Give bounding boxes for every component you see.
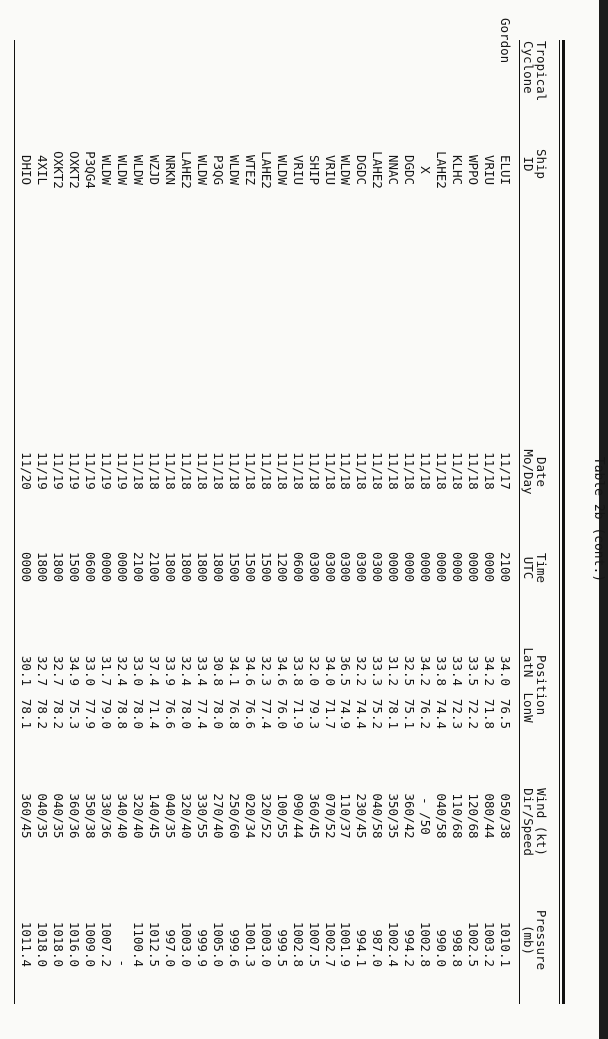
cell-ship-id: WLDW: [338, 154, 354, 186]
cell-ship-id: SHIP: [306, 154, 322, 186]
cell-pressure: 998.8: [450, 929, 466, 967]
cell-ship-id: OXKT2: [67, 151, 83, 189]
cell-ship-id: WZJD: [147, 154, 163, 186]
cell-pressure: 1018.0: [51, 921, 67, 967]
cell-date: 11/18: [290, 452, 306, 490]
cell-pressure: -: [115, 959, 131, 967]
table-top-rule-inner: [559, 40, 560, 1004]
cell-wind: 320/52: [258, 793, 274, 839]
table-row: [340, 0, 353, 1039]
cell-time: 0000: [482, 551, 498, 583]
cell-latitude: 33.3: [370, 655, 386, 686]
table-row: [355, 0, 368, 1039]
cell-ship-id: X: [418, 166, 434, 174]
cell-wind: 090/44: [290, 793, 306, 839]
cell-ship-id: P3QG4: [83, 151, 99, 189]
cell-latitude: 34.9: [67, 655, 83, 686]
cell-latitude: 34.1: [226, 655, 242, 686]
cell-wind: 330/55: [194, 793, 210, 839]
cell-time: 1800: [35, 551, 51, 583]
cell-wind: 070/52: [322, 793, 338, 839]
table-row: [276, 0, 289, 1039]
cell-date: 11/18: [306, 452, 322, 490]
cell-longitude: 72.3: [450, 698, 466, 729]
cell-latitude: 31.7: [99, 655, 115, 686]
table-row: [435, 0, 448, 1039]
cell-date: 11/18: [434, 452, 450, 490]
cell-longitude: 75.2: [370, 698, 386, 729]
cell-latitude: 33.0: [131, 655, 147, 686]
cell-pressure: 1018.0: [35, 921, 51, 967]
cell-latitude: 37.4: [147, 655, 163, 686]
cell-time: 1800: [194, 551, 210, 583]
cell-pressure: 1016.0: [67, 921, 83, 967]
table-row: [21, 0, 34, 1039]
cell-pressure: 987.0: [370, 929, 386, 967]
cell-time: 2100: [131, 551, 147, 583]
cell-latitude: 36.5: [338, 655, 354, 686]
cell-ship-id: WLDW: [226, 154, 242, 186]
cell-latitude: 33.9: [163, 655, 179, 686]
cell-time: 0000: [386, 551, 402, 583]
cell-ship-id: DGDC: [354, 154, 370, 186]
cell-date: 11/19: [51, 452, 67, 490]
header-wind: Wind (kt) Dir/Speed: [521, 788, 549, 856]
table-row: [403, 0, 416, 1039]
cell-time: 0000: [466, 551, 482, 583]
cell-time: 0300: [370, 551, 386, 583]
cell-time: 1800: [179, 551, 194, 583]
cell-wind: 350/35: [386, 793, 402, 839]
header-date: Date Mo/Day: [521, 449, 549, 495]
cell-latitude: 34.2: [482, 655, 498, 686]
cell-wind: 230/45: [354, 793, 370, 839]
cell-latitude: 33.0: [83, 655, 99, 686]
cell-longitude: 76.5: [498, 698, 513, 729]
cell-time: 2100: [498, 551, 513, 583]
cell-longitude: 74.9: [338, 698, 354, 729]
table-row: [148, 0, 161, 1039]
cell-pressure: 1005.0: [210, 921, 226, 967]
cell-date: 11/18: [258, 452, 274, 490]
cell-ship-id: DHIO: [19, 154, 35, 186]
cell-date: 11/18: [402, 452, 418, 490]
cell-longitude: 78.0: [210, 698, 226, 729]
table-row: [228, 0, 241, 1039]
cell-longitude: 71.4: [147, 698, 163, 729]
cell-wind: 040/35: [35, 793, 51, 839]
cell-date: 11/18: [322, 452, 338, 490]
cell-latitude: 31.2: [386, 655, 402, 686]
cell-wind: 360/42: [402, 793, 418, 839]
table-row: [164, 0, 177, 1039]
cell-time: 1500: [67, 551, 83, 583]
cell-date: 11/19: [99, 452, 115, 490]
cell-longitude: 71.7: [322, 698, 338, 729]
cell-wind: 040/58: [370, 793, 386, 839]
cell-longitude: 76.6: [163, 698, 179, 729]
cell-longitude: 74.4: [434, 698, 450, 729]
cell-date: 11/18: [450, 452, 466, 490]
cell-wind: 050/38: [498, 793, 513, 839]
cell-wind: 040/58: [434, 793, 450, 839]
cell-wind: 360/36: [67, 793, 83, 839]
cell-wind: 320/40: [179, 793, 194, 839]
cell-longitude: 78.8: [115, 698, 131, 729]
cell-longitude: 77.9: [83, 698, 99, 729]
cell-pressure: 1011.4: [19, 921, 35, 967]
cell-ship-id: WLDW: [131, 154, 147, 186]
header-position: Position LatN LonW: [521, 647, 549, 723]
cell-ship-id: LAHE2: [179, 151, 194, 189]
cell-latitude: 33.5: [466, 655, 482, 686]
cell-date: 11/18: [370, 452, 386, 490]
cell-pressure: 1003.2: [482, 921, 498, 967]
cell-wind: 080/44: [482, 793, 498, 839]
table-header-rule: [519, 40, 520, 1004]
table-row: [100, 0, 113, 1039]
cell-pressure: 1001.3: [242, 921, 258, 967]
cell-pressure: 997.0: [163, 929, 179, 967]
table-bottom-rule: [14, 40, 15, 1004]
table-row: [451, 0, 464, 1039]
cell-pressure: 1002.8: [290, 921, 306, 967]
cell-pressure: 990.0: [434, 929, 450, 967]
cell-wind: 330/36: [99, 793, 115, 839]
cell-ship-id: P3QG: [210, 154, 226, 186]
cell-date: 11/19: [67, 452, 83, 490]
table-row: [499, 0, 512, 1039]
cell-ship-id: DGDC: [402, 154, 418, 186]
cell-pressure: 1001.9: [338, 921, 354, 967]
cell-pressure: 1003.0: [179, 921, 194, 967]
cell-date: 11/18: [482, 452, 498, 490]
cell-time: 1800: [163, 551, 179, 583]
cell-time: 0300: [306, 551, 322, 583]
cell-time: 1500: [242, 551, 258, 583]
header-cyclone: Tropical Cyclone: [521, 41, 549, 102]
cell-date: 11/18: [354, 452, 370, 490]
cell-longitude: 77.4: [194, 698, 210, 729]
table-row: [308, 0, 321, 1039]
cell-time: 0300: [338, 551, 354, 583]
cell-ship-id: LAHE2: [370, 151, 386, 189]
table-caption: Table 2b (cont.): [591, 456, 606, 583]
cell-wind: 360/45: [19, 793, 35, 839]
cell-ship-id: WTEZ: [242, 154, 258, 186]
cell-latitude: 32.3: [258, 655, 274, 686]
cell-date: 11/18: [466, 452, 482, 490]
cell-date: 11/18: [386, 452, 402, 490]
cell-pressure: 1100.4: [131, 921, 147, 967]
cell-longitude: 72.2: [466, 698, 482, 729]
cell-wind: 270/40: [210, 793, 226, 839]
table-row: [467, 0, 480, 1039]
cell-pressure: 1012.5: [147, 921, 163, 967]
table-row: [116, 0, 129, 1039]
header-pressure: Pressure (mb): [521, 909, 549, 971]
cell-date: 11/18: [131, 452, 147, 490]
cyclone-name: Gordon: [498, 18, 513, 64]
cell-ship-id: WLDW: [115, 154, 131, 186]
cell-latitude: 32.7: [35, 655, 51, 686]
cell-ship-id: LAHE2: [258, 151, 274, 189]
table-row: [260, 0, 273, 1039]
cell-ship-id: 4XIL: [35, 154, 51, 186]
table-row: [68, 0, 81, 1039]
cell-time: 1500: [258, 551, 274, 583]
cell-date: 11/18: [338, 452, 354, 490]
cell-date: 11/20: [19, 452, 35, 490]
cell-latitude: 34.0: [322, 655, 338, 686]
table-row: [196, 0, 209, 1039]
cell-time: 1800: [51, 551, 67, 583]
cell-pressure: 1007.5: [306, 921, 322, 967]
cell-ship-id: WPPO: [466, 154, 482, 186]
cell-ship-id: KLHC: [450, 154, 466, 186]
cell-pressure: 1002.5: [466, 921, 482, 967]
cell-ship-id: WLDW: [99, 154, 115, 186]
cell-latitude: 33.8: [290, 655, 306, 686]
cell-time: 1800: [210, 551, 226, 583]
cell-time: 0000: [99, 551, 115, 583]
cell-longitude: 76.2: [418, 698, 434, 729]
table-row: [244, 0, 257, 1039]
cell-pressure: 1007.2: [99, 921, 115, 967]
cell-pressure: 999.9: [194, 929, 210, 967]
cell-latitude: 32.7: [51, 655, 67, 686]
cell-latitude: 34.2: [418, 655, 434, 686]
cell-wind: 120/68: [466, 793, 482, 839]
cell-ship-id: NNAC: [386, 154, 402, 186]
cell-wind: 140/45: [147, 793, 163, 839]
cell-date: 11/18: [194, 452, 210, 490]
table-row: [212, 0, 225, 1039]
cell-time: 0000: [402, 551, 418, 583]
cell-longitude: 78.1: [19, 698, 35, 729]
table-row: [84, 0, 97, 1039]
cell-longitude: 78.1: [386, 698, 402, 729]
cell-wind: 040/35: [51, 793, 67, 839]
cell-time: 0000: [434, 551, 450, 583]
cell-latitude: 32.5: [402, 655, 418, 686]
cell-wind: 350/38: [83, 793, 99, 839]
cell-longitude: 75.3: [67, 698, 83, 729]
cell-time: 0000: [115, 551, 131, 583]
cell-pressure: 1010.1: [498, 921, 513, 967]
cell-ship-id: ELUI: [498, 154, 513, 186]
cell-longitude: 77.4: [258, 698, 274, 729]
cell-latitude: 32.4: [115, 655, 131, 686]
cell-time: 1500: [226, 551, 242, 583]
cell-longitude: 79.0: [99, 698, 115, 729]
table-row: [132, 0, 145, 1039]
cell-date: 11/18: [242, 452, 258, 490]
cell-wind: 040/35: [163, 793, 179, 839]
cell-time: 0300: [354, 551, 370, 583]
cell-ship-id: NRKN: [163, 154, 179, 186]
cell-wind: 020/34: [242, 793, 258, 839]
table-row: [371, 0, 384, 1039]
cell-wind: 110/37: [338, 793, 354, 839]
cell-latitude: 33.8: [434, 655, 450, 686]
cell-longitude: 78.2: [35, 698, 51, 729]
cell-latitude: 34.0: [498, 655, 513, 686]
cell-date: 11/19: [115, 452, 131, 490]
cell-date: 11/19: [83, 452, 99, 490]
cell-latitude: 30.1: [19, 655, 35, 686]
cell-ship-id: LAHE2: [434, 151, 450, 189]
cell-pressure: 994.1: [354, 929, 370, 967]
cell-date: 11/17: [498, 452, 513, 490]
cell-wind: 340/40: [115, 793, 131, 839]
table-row: [52, 0, 65, 1039]
cell-wind: 320/40: [131, 793, 147, 839]
cell-ship-id: OXKT2: [51, 151, 67, 189]
cell-longitude: 75.1: [402, 698, 418, 729]
cell-date: 11/18: [226, 452, 242, 490]
cell-latitude: 32.2: [354, 655, 370, 686]
cell-wind: 250/60: [226, 793, 242, 839]
table-row: [324, 0, 337, 1039]
cell-date: 11/19: [35, 452, 51, 490]
table-row: [180, 0, 193, 1039]
cell-latitude: 33.4: [194, 655, 210, 686]
cell-longitude: 76.6: [242, 698, 258, 729]
cell-pressure: 1003.0: [258, 921, 274, 967]
cell-pressure: 1002.4: [386, 921, 402, 967]
cell-time: 0600: [290, 551, 306, 583]
table-row: [387, 0, 400, 1039]
cell-ship-id: VRIU: [322, 154, 338, 186]
cell-wind: 110/68: [450, 793, 466, 839]
table-top-rule: [562, 40, 565, 1004]
cell-longitude: 79.3: [306, 698, 322, 729]
table-row: [419, 0, 432, 1039]
cell-latitude: 33.4: [450, 655, 466, 686]
cell-time: 0000: [450, 551, 466, 583]
cell-pressure: 999.6: [226, 929, 242, 967]
cell-latitude: 30.8: [210, 655, 226, 686]
cell-pressure: 999.5: [274, 929, 290, 967]
header-time: Time UTC: [521, 552, 549, 584]
cell-ship-id: WLDW: [274, 154, 290, 186]
cell-longitude: 78.0: [179, 698, 194, 729]
table-row: [36, 0, 49, 1039]
cell-wind: - /50: [418, 797, 434, 835]
cell-time: 0300: [322, 551, 338, 583]
cell-time: 1200: [274, 551, 290, 583]
cell-longitude: 78.2: [51, 698, 67, 729]
cell-date: 11/18: [163, 452, 179, 490]
cell-pressure: 1002.7: [322, 921, 338, 967]
cell-date: 11/18: [210, 452, 226, 490]
cell-longitude: 76.0: [274, 698, 290, 729]
cell-wind: 360/45: [306, 793, 322, 839]
cell-pressure: 1009.0: [83, 921, 99, 967]
cell-pressure: 994.2: [402, 929, 418, 967]
cell-date: 11/18: [418, 452, 434, 490]
table-row: [292, 0, 305, 1039]
cell-date: 11/18: [147, 452, 163, 490]
cell-latitude: 32.0: [306, 655, 322, 686]
cell-date: 11/18: [179, 452, 194, 490]
cell-latitude: 34.6: [274, 655, 290, 686]
cell-longitude: 78.0: [131, 698, 147, 729]
cell-ship-id: VRIU: [482, 154, 498, 186]
cell-wind: 100/55: [274, 793, 290, 839]
cell-ship-id: VRIU: [290, 154, 306, 186]
cell-time: 0600: [83, 551, 99, 583]
cell-time: 2100: [147, 551, 163, 583]
cell-longitude: 74.4: [354, 698, 370, 729]
cell-time: 0000: [418, 551, 434, 583]
cell-date: 11/18: [274, 452, 290, 490]
cell-pressure: 1002.8: [418, 921, 434, 967]
header-ship-id: Ship ID: [521, 148, 549, 180]
cell-longitude: 71.9: [290, 698, 306, 729]
cell-ship-id: WLDW: [194, 154, 210, 186]
cell-longitude: 76.8: [226, 698, 242, 729]
cell-latitude: 32.4: [179, 655, 194, 686]
cell-latitude: 34.6: [242, 655, 258, 686]
cell-time: 0000: [19, 551, 35, 583]
table-row: [483, 0, 496, 1039]
cell-longitude: 71.8: [482, 698, 498, 729]
